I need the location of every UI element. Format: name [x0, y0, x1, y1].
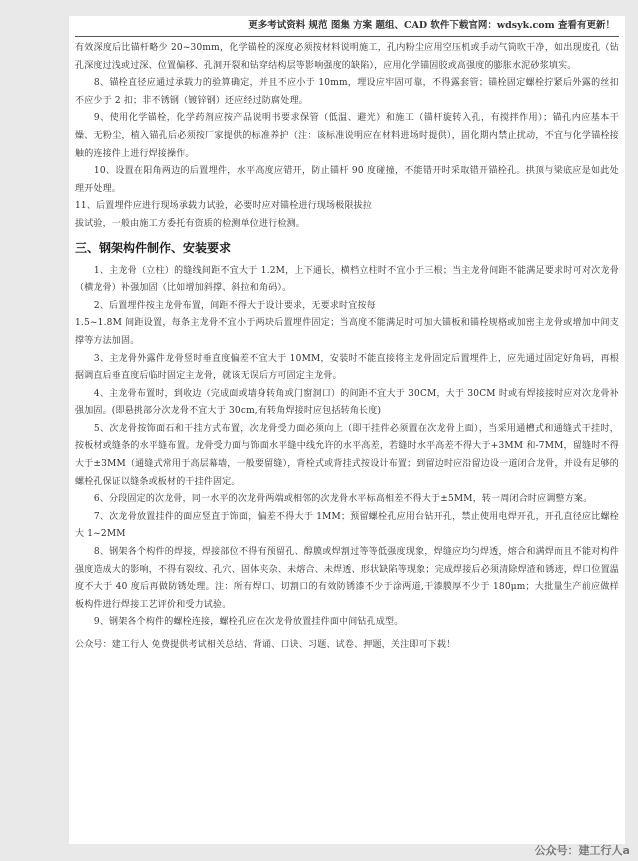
main-paragraph-group: [75, 263, 619, 632]
paragraph: 9、使用化学锚栓，化学药剂应按产品说明书要求保管（低温、避光）和施工（锚杆旋转入孔，有搅拌作用）；锚孔内应基本干燥、无粉尘，植入锚孔后必须按厂家提供的标准养护（注：该标准说明应在材料进场时提供），固化期内禁止扰动，不宜与化学锚栓接触的连接件上进行焊接操作。: [75, 113, 619, 159]
document-page: [69, 16, 625, 844]
page-header: 更多考试资料 规范 图集 方案 题组、CAD 软件下载官网：wdsyk.com 查看有更新！: [75, 16, 619, 37]
paragraph: 10、设置在阳角两边的后置埋件，水平高度应错开，防止锚杆 90 度碰撞，不能错开时采取错开锚栓孔。拱顶与梁底应是如此处理开处理。: [75, 166, 619, 194]
document-body: [75, 37, 619, 654]
paragraph: 1.5~1.8M 间距设置，每条主龙骨不宜小于两块后置埋件固定；当高度不能满足时可加大锚板和锚栓规格或加密主龙骨或增加中间支撑等方法加固。: [75, 318, 619, 346]
paragraph: 1、主龙骨（立柱）的缝线间距不宜大于 1.2M，上下通长，横档立柱时不宜小于三根；当主龙骨间距不能满足要求时可对次龙骨（横龙骨）补强加固（比如增加斜撑、斜拉和角码）。: [75, 265, 619, 294]
paragraph: 11、后置埋件应进行现场承载力试验，必要时应对锚栓进行现场极限拔拉: [75, 201, 373, 212]
paragraph: 4、主龙骨布置时，到收边（完成面或墙身转角或门窗洞口）的间距不宜大于 30CM，大于 30CM 时或有焊接接时应对次龙骨补强加固。(即悬挑部分次龙骨不宜大于 30cm,有转角焊接时应包括转角长度): [75, 388, 619, 417]
paragraph: 8、锚栓直径应通过承载力的验算确定，并且不应小于 10mm，埋设应牢固可靠，不得露套管；锚栓固定螺栓拧紧后外露的丝扣不应少于 2 扣；非不锈钢（镀锌钢）还应经过防腐处理。: [75, 78, 619, 106]
wechat-watermark: 公众号：建工行人a: [534, 844, 630, 857]
section-heading: 三、钢架构件制作、安装要求: [75, 240, 232, 255]
paragraph: 有效深度后比锚杆略少 20~30mm，化学锚栓的深度必须按材料说明施工，孔内粉尘应用空压机或手动气筒吹干净，如出现废孔（钻孔深度过浅或过深、位置偏移、孔洞开裂和钻穿结构层等影响强度的缺陷），应用化学锚固胶或高强度的膨胀水泥砂浆填实。: [75, 43, 619, 71]
paragraph: 8、钢架各个构件的焊接，焊接部位不得有预留孔、醇膜或焊割过等等低强度现象，焊缝应均匀焊透，熔合和满焊而且不能对构件强度造成大的影响，不得有裂纹、孔穴、固体夹杂、未熔合、未焊透、形状缺陷等现象；完成焊接后必须清除焊渣和锈迹，焊口位置温度不大于 40 度后再做防锈处理。注：所有焊口、切割口的有效防锈漆不少于涂两道,干漆膜厚不少于 180μm；大批量生产前应做样板构件进行焊接工艺评价和受力试验。: [75, 547, 619, 610]
paragraph: 3、主龙骨外露件龙骨竖时垂直度偏差不宜大于 10MM，安装时不能直接将主龙骨固定后置埋件上，应先通过固定好角码，再根据调直后垂直度后临时固定主龙骨，就该无误后方可固定主龙骨。: [75, 353, 619, 382]
paragraph: 2、后置埋件按主龙骨布置，间距不得大于设计要求，无要求时宜按每: [93, 300, 376, 311]
top-paragraph-group: [75, 40, 619, 234]
footer-note: 公众号：建工行人 免费提供考试相关总结、背诵、口诀、习题、试卷、押题，关注即可下载！: [75, 640, 456, 650]
paragraph: 7、次龙骨放置挂件的面应竖直于饰面，偏差不得大于 1MM；预留螺栓孔应用台钻开孔，禁止使用电焊开孔，开孔直径应比螺栓大 1~2MM: [75, 511, 619, 540]
paragraph: 6、分段固定的次龙骨，同一水平的次龙骨两端或相邻的次龙骨水平标高相差不得大于±5MM，转一周闭合时应调整方案。: [93, 494, 593, 505]
paragraph: 拔试验，一般由施工方委托有资质的检测单位进行检测。: [75, 218, 306, 229]
paragraph: 5、次龙骨按饰面石和干挂方式布置，次龙骨受力面必须向上（即干挂件必须置在次龙骨上面），当采用通槽式和通缝式干挂时，按板材或缝条的水平缝布置。龙骨受力面与饰面水平缝中线允许的水平高差，若缝时水平高差不得大于+3MM 和-7MM，留缝时不得大于±3MM（通缝式常用于高层幕墙，一般要留缝），背栓式或背挂式按设计布置；到留边时应沿留边设一道闭合龙骨，并设有足够的螺栓孔保证以缝条或板材的干挂件固定。: [75, 423, 619, 487]
paragraph: 9、钢架各个构件的螺栓连接，螺栓孔应在次龙骨放置挂件面中间钻孔成型。: [93, 617, 404, 628]
